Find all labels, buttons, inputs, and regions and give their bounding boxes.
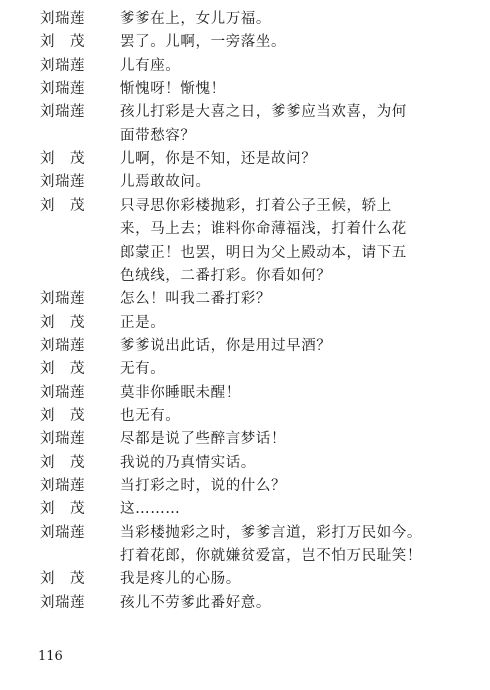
- dialogue-line: [0, 545, 490, 567]
- dialogue-line: [0, 8, 490, 30]
- dialogue-line: [0, 335, 490, 357]
- speech-text: 尽都是说了些醉言梦话！: [120, 431, 287, 448]
- speech-text: 只寻思你彩楼抛彩，打着公子王候，轿上: [120, 197, 392, 214]
- speaker-name: 刘 茂: [40, 34, 85, 51]
- speech-text: 郎蒙正！也罢，明日为父上殿动本，请下五: [120, 244, 407, 261]
- speech-text: 儿啊，你是不知，还是故问？: [120, 151, 317, 168]
- speaker-name: 刘 茂: [40, 501, 85, 518]
- dialogue-line: [0, 312, 490, 334]
- speaker-name: 刘 茂: [40, 571, 85, 588]
- speech-text: 我是疼儿的心肠。: [120, 571, 241, 588]
- speech-text: 爹爹在上，女儿万福。: [120, 11, 271, 27]
- dialogue-line: [0, 568, 490, 590]
- dialogue-line: [0, 452, 490, 474]
- speaker-name: 刘 茂: [40, 197, 85, 214]
- speaker-name: 刘 茂: [40, 407, 85, 424]
- speech-text: 来，马上去；谁料你命薄福浅，打着什么花: [120, 221, 407, 238]
- dialogue-line: [0, 498, 490, 520]
- dialogue-line: [0, 405, 490, 427]
- dialogue-line: [0, 218, 490, 240]
- speech-text: 也无有。: [120, 407, 181, 424]
- speaker-name: 刘瑞莲: [40, 174, 85, 191]
- speech-text: 孩儿打彩是大喜之日，爹爹应当欢喜，为何: [120, 104, 407, 121]
- speech-text: 正是。: [120, 314, 166, 331]
- speaker-name: 刘瑞莲: [40, 384, 85, 401]
- dialogue-line: [0, 592, 490, 614]
- speech-text: 怎么！叫我二番打彩？: [120, 291, 271, 308]
- speech-text: 当彩楼抛彩之时，爹爹言道，彩打万民如今。: [120, 524, 422, 541]
- speech-text: 这………: [120, 501, 181, 518]
- speaker-name: 刘瑞莲: [40, 594, 85, 611]
- dialogue-line: [0, 78, 490, 100]
- dialogue-line: [0, 358, 490, 380]
- dialogue-line: [0, 195, 490, 217]
- speech-text: 儿焉敢故问。: [120, 174, 211, 191]
- speech-text: 莫非你睡眠未醒！: [120, 384, 241, 401]
- speaker-name: 刘瑞莲: [40, 524, 85, 541]
- speaker-name: 刘瑞莲: [40, 431, 85, 448]
- speech-text: 当打彩之时，说的什么？: [120, 478, 287, 494]
- speaker-name: 刘 茂: [40, 454, 85, 471]
- speaker-name: 刘瑞莲: [40, 11, 85, 27]
- dialogue-line: [0, 265, 490, 287]
- speaker-name: 刘瑞莲: [40, 478, 85, 494]
- speaker-name: 刘瑞莲: [40, 337, 85, 354]
- speaker-name: 刘 茂: [40, 314, 85, 331]
- dialogue-line: [0, 428, 490, 450]
- dialogue-line: [0, 242, 490, 264]
- speaker-name: 刘瑞莲: [40, 104, 85, 121]
- dialogue-line: [0, 148, 490, 170]
- dialogue-line: [0, 522, 490, 544]
- dialogue-line: [0, 171, 490, 193]
- speech-text: 孩儿不劳爹此番好意。: [120, 594, 271, 611]
- speech-text: 面带愁容？: [120, 127, 196, 144]
- dialogue-line: [0, 55, 490, 77]
- speaker-name: 刘 茂: [40, 361, 85, 378]
- dialogue-line: [0, 101, 490, 123]
- dialogue-line: [0, 475, 490, 497]
- speech-text: 惭愧呀！惭愧！: [120, 81, 226, 98]
- speech-text: 打着花郎，你就嫌贫爱富，岂不怕万民耻笑！: [120, 548, 422, 565]
- speaker-name: 刘瑞莲: [40, 81, 85, 98]
- page-number: 116: [38, 649, 63, 664]
- speaker-name: 刘 茂: [40, 151, 85, 168]
- speech-text: 无有。: [120, 361, 166, 378]
- dialogue-line: [0, 288, 490, 310]
- speech-text: 色绒线，二番打彩。你看如何？: [120, 267, 332, 284]
- speaker-name: 刘瑞莲: [40, 291, 85, 308]
- dialogue-line: [0, 31, 490, 53]
- dialogue-line: [0, 382, 490, 404]
- speech-text: 儿有座。: [120, 57, 181, 74]
- speech-text: 我说的乃真情实话。: [120, 454, 256, 471]
- dialogue-line: [0, 125, 490, 147]
- speaker-name: 刘瑞莲: [40, 57, 85, 74]
- speech-text: 爹爹说出此话，你是用过早酒？: [120, 337, 332, 354]
- speech-text: 罢了。儿啊，一旁落坐。: [120, 34, 287, 51]
